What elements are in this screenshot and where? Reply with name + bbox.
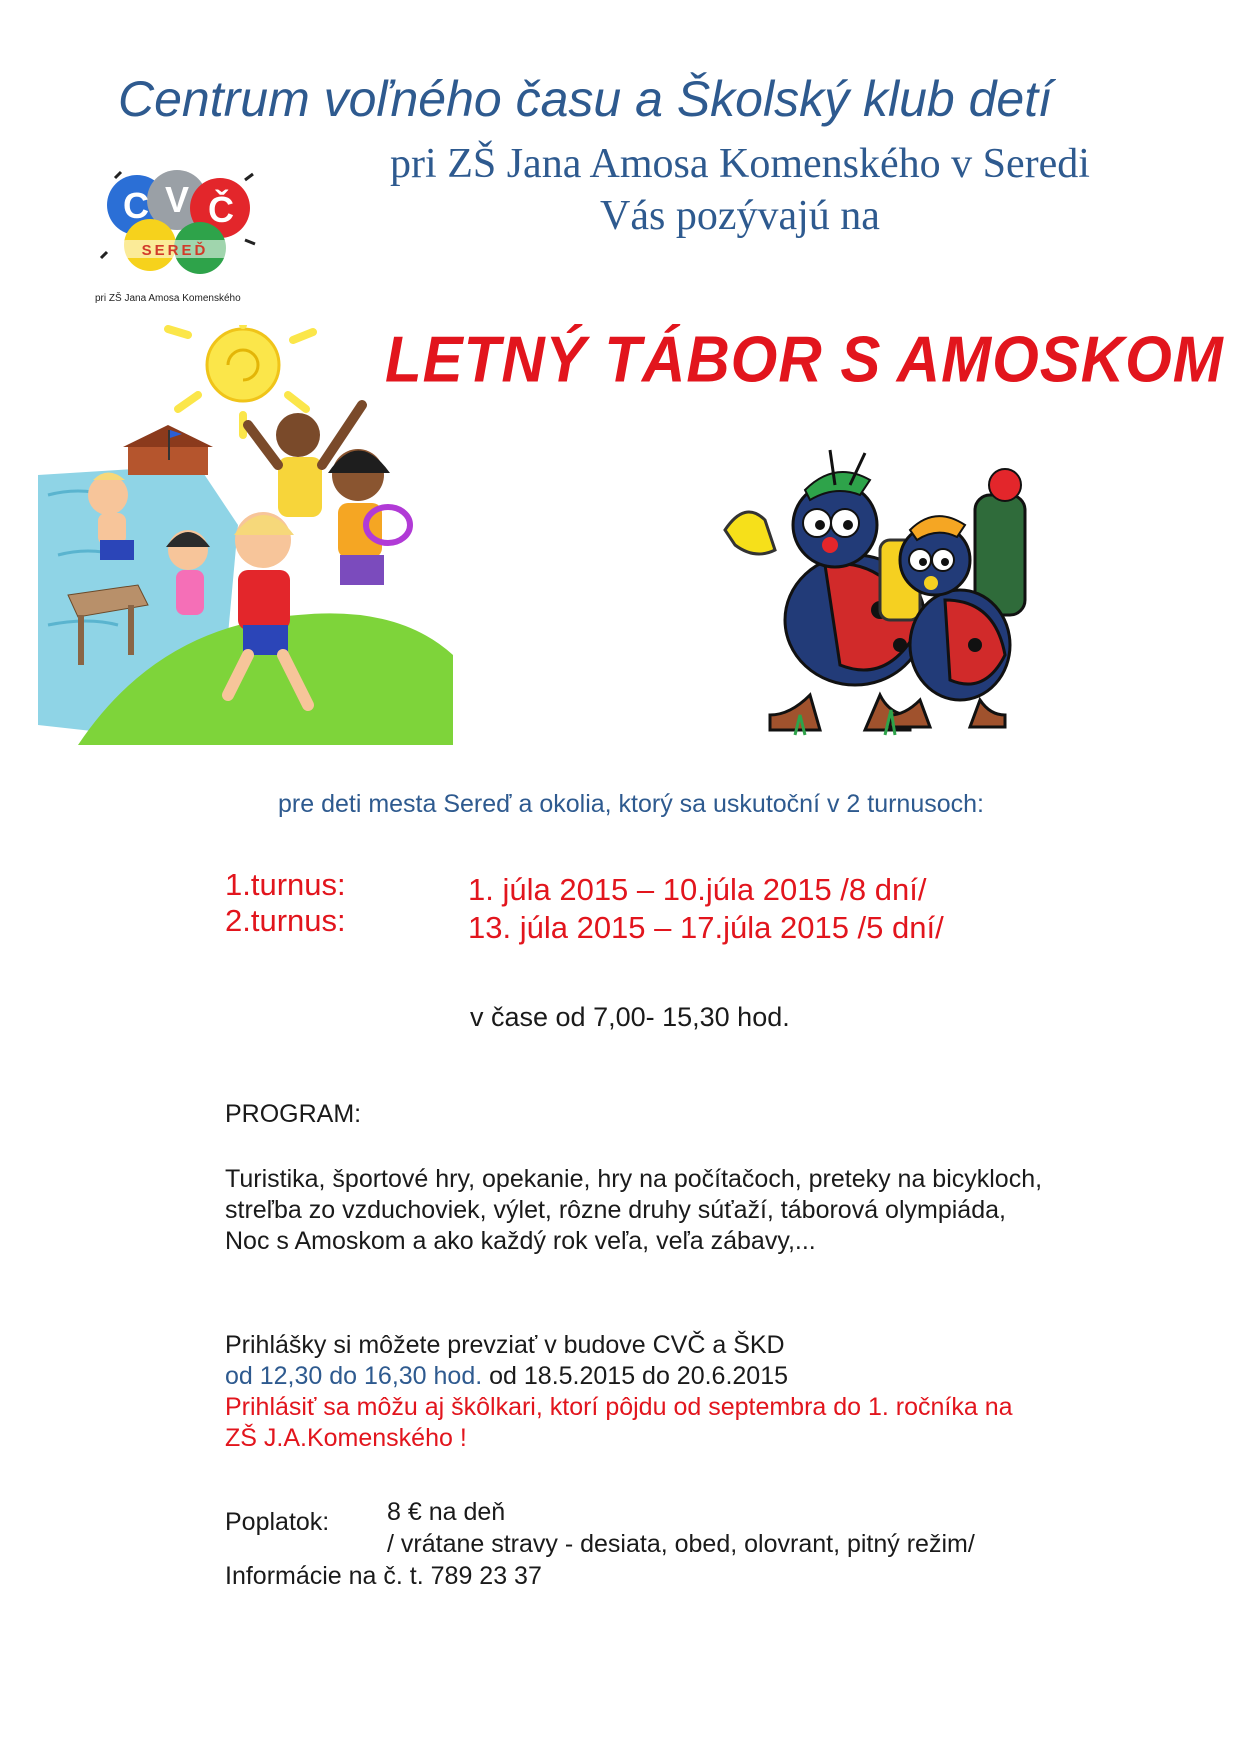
kids-illustration-graphic	[38, 325, 453, 745]
registration-line: Prihlášky si môžete prevziať v budove CVČ a ŠKD	[225, 1331, 785, 1359]
registration-note: ZŠ J.A.Komenského !	[225, 1424, 467, 1452]
intro-text: pre deti mesta Sereď a okolia, ktorý sa uskutoční v 2 turnusoch:	[278, 790, 984, 818]
ladybugs-illustration-graphic	[705, 445, 1050, 755]
registration-hours: od 12,30 do 16,30 hod.	[225, 1362, 483, 1390]
header-title: Centrum voľného času a Školský klub detí	[118, 71, 1052, 127]
program-line: Turistika, športové hry, opekanie, hry na počítačoch, preteky na bicykloch,	[225, 1165, 1043, 1193]
logo-town: SEREĎ	[141, 242, 209, 259]
ladybugs-illustration	[705, 445, 1050, 755]
program-line: streľba zo vzduchoviek, výlet, rôzne druhy súťaží, táborová olympiáda,	[225, 1196, 1006, 1224]
info-phone: Informácie na č. t. 789 23 37	[225, 1562, 542, 1590]
fee-includes: / vrátane stravy - desiata, obed, olovrant, pitný režim/	[387, 1530, 975, 1558]
logo-caption: pri ZŠ Jana Amosa Komenského	[95, 293, 241, 304]
camp-title: LETNÝ TÁBOR S AMOSKOM	[385, 323, 1224, 396]
logo-letter-c: C	[123, 185, 149, 226]
registration-hours-line	[225, 1361, 1013, 1392]
logo-letter-c-caron: Č	[208, 189, 234, 230]
program-list	[225, 1164, 1042, 1257]
logo-letter-v: V	[165, 179, 190, 220]
header-invitation: Vás pozývajú na	[600, 193, 880, 239]
program-heading: PROGRAM:	[225, 1100, 362, 1128]
program-line: Noc s Amoskom a ako každý rok veľa, veľa zábavy,...	[225, 1227, 816, 1255]
registration-note: Prihlásiť sa môžu aj škôlkari, ktorí pôjdu od septembra do 1. ročníka na	[225, 1393, 1013, 1421]
turnus-2-label: 2.turnus:	[225, 903, 346, 938]
time-text: v čase od 7,00- 15,30 hod.	[470, 1002, 790, 1032]
ladybug-left	[725, 450, 925, 730]
cvc-logo	[95, 160, 270, 310]
turnus-1-dates: 1. júla 2015 – 10.júla 2015 /8 dní/	[468, 872, 927, 907]
kids-illustration	[38, 325, 453, 745]
registration-period: od 18.5.2015 do 20.6.2015	[482, 1362, 789, 1390]
turnus-2-dates: 13. júla 2015 – 17.júla 2015 /5 dní/	[468, 910, 944, 945]
fee-amount: 8 € na deň	[387, 1498, 506, 1526]
cvc-logo-graphic	[95, 160, 270, 310]
registration-block	[225, 1330, 1013, 1454]
fee-label: Poplatok:	[225, 1508, 330, 1536]
header-subtitle: pri ZŠ Jana Amosa Komenského v Seredi	[390, 141, 1090, 187]
turnus-1-label: 1.turnus:	[225, 867, 346, 902]
